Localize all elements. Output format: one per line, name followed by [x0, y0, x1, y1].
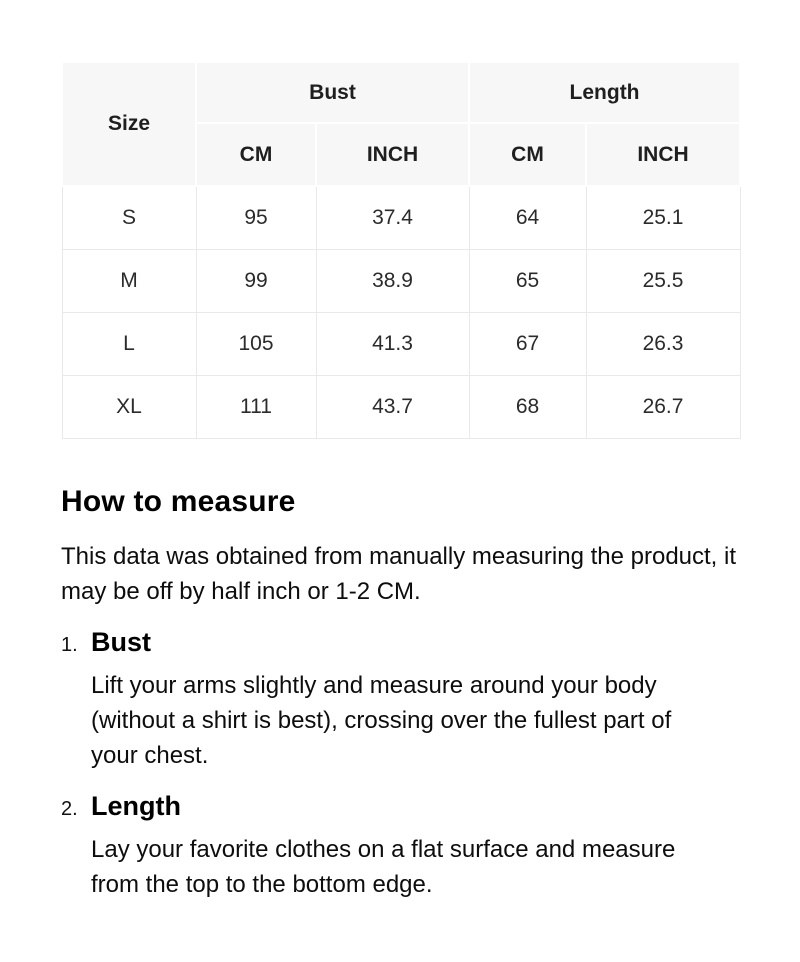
- bust-inch-cell: 38.9: [316, 249, 469, 312]
- measure-step-bust: [61, 627, 739, 773]
- bust-cm-cell: 95: [196, 186, 316, 249]
- measure-steps-list: [61, 627, 739, 902]
- bust-cm-cell: 105: [196, 312, 316, 375]
- step-number: 1.: [61, 633, 78, 656]
- col-header-length-inch: INCH: [586, 123, 740, 186]
- step-term: Length: [91, 790, 181, 821]
- size-cell: M: [62, 249, 196, 312]
- size-chart-table: [61, 61, 741, 439]
- table-row-s: [62, 186, 740, 249]
- col-group-length: Length: [469, 62, 740, 123]
- table-row-xl: [62, 375, 740, 438]
- length-inch-cell: 25.5: [586, 249, 740, 312]
- length-cm-cell: 64: [469, 186, 586, 249]
- length-cm-cell: 67: [469, 312, 586, 375]
- size-cell: S: [62, 186, 196, 249]
- col-header-bust-cm: CM: [196, 123, 316, 186]
- how-to-measure-heading: How to measure: [61, 484, 296, 518]
- length-inch-cell: 26.3: [586, 312, 740, 375]
- col-header-length-cm: CM: [469, 123, 586, 186]
- step-term: Bust: [91, 626, 151, 657]
- size-cell: XL: [62, 375, 196, 438]
- table-row-l: [62, 312, 740, 375]
- length-cm-cell: 68: [469, 375, 586, 438]
- bust-cm-cell: 111: [196, 375, 316, 438]
- step-description: Lay your favorite clothes on a flat surface and measure from the top to the bottom edge.: [91, 835, 676, 898]
- col-group-bust: Bust: [196, 62, 469, 123]
- step-description: Lift your arms slightly and measure around your body (without a shirt is best), crossing over the fullest part of your chest.: [91, 671, 672, 769]
- table-row-m: [62, 249, 740, 312]
- how-to-measure-intro: This data was obtained from manually measuring the product, it may be off by half inch or 1-2 CM.: [61, 542, 737, 605]
- col-header-bust-inch: INCH: [316, 123, 469, 186]
- length-inch-cell: 26.7: [586, 375, 740, 438]
- bust-cm-cell: 99: [196, 249, 316, 312]
- header-group-row: [62, 62, 740, 123]
- length-cm-cell: 65: [469, 249, 586, 312]
- col-header-size: Size: [62, 62, 196, 186]
- measure-step-length: [61, 791, 739, 902]
- size-cell: L: [62, 312, 196, 375]
- bust-inch-cell: 41.3: [316, 312, 469, 375]
- length-inch-cell: 25.1: [586, 186, 740, 249]
- step-head: [61, 791, 739, 822]
- bust-inch-cell: 43.7: [316, 375, 469, 438]
- step-head: [61, 627, 739, 658]
- step-number: 2.: [61, 797, 78, 820]
- bust-inch-cell: 37.4: [316, 186, 469, 249]
